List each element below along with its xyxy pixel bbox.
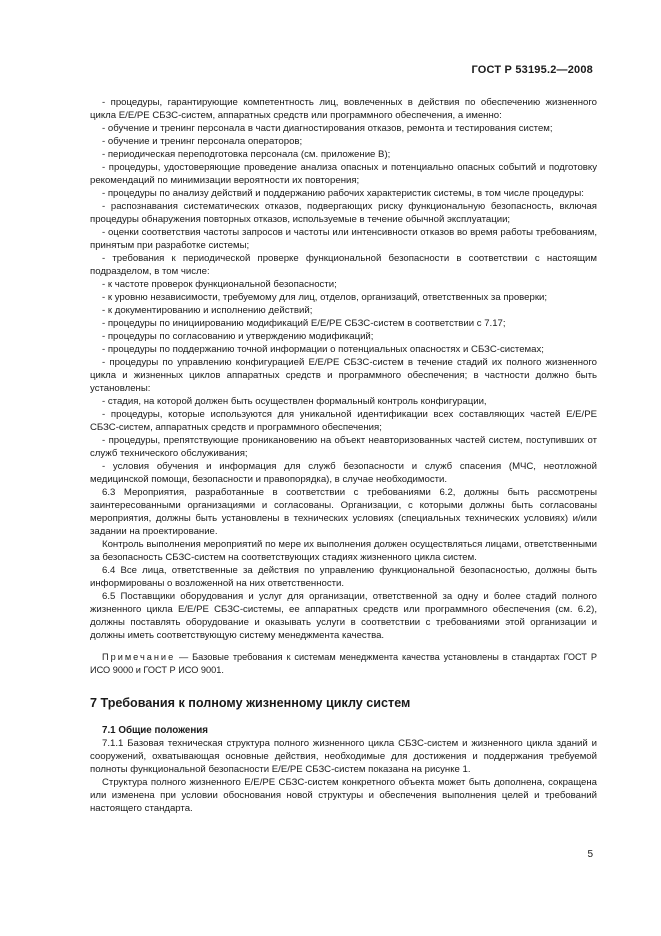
paragraph: - процедуры, гарантирующие компетентность лиц, вовлеченных в действия по обеспечению жизненного цикла Е/Е/РЕ СБЗС-систем, аппаратных средств или программного обеспечения, а именно: — [90, 97, 597, 121]
paragraph: 6.4 Все лица, ответственные за действия по управлению функциональной безопасностью, должны быть информированы о возложенной на них ответственности. — [90, 565, 597, 589]
paragraph: - к частоте проверок функциональной безопасности; — [102, 279, 337, 290]
paragraph: - процедуры по согласованию и утверждению модификаций; — [102, 331, 374, 342]
paragraph: - к документированию и исполнению действий; — [102, 305, 313, 316]
paragraph: - процедуры по управлению конфигурацией Е/Е/РЕ СБЗС-систем в течение стадий их полного жизненного цикла и жизненных циклов аппаратных средств и программного обеспечения; в частности должно быть установлены: — [90, 357, 597, 394]
note-label: Примечание — [102, 652, 176, 662]
paragraph: - процедуры, препятствующие проникановению на объект неавторизованных частей систем, поступивших от служб технического обслуживания; — [90, 435, 597, 459]
note — [90, 651, 597, 677]
paragraph: - процедуры по анализу действий и поддержанию рабочих характеристик системы, в том числе процедуры: — [102, 188, 584, 199]
paragraph: 7.1.1 Базовая техническая структура полного жизненного цикла СБЗС-систем и жизненного цикла зданий и сооружений, охватывающая основные действия, необходимые для достижения и поддержания требуемой полноты функциональной безопасности Е/Е/РЕ СБЗС-систем показана на рисунке 1. — [90, 738, 597, 775]
paragraph: - процедуры, которые используются для уникальной идентификации всех составляющих частей Е/Е/РЕ СБЗС-систем, аппаратных средств и программного обеспечения; — [90, 409, 597, 433]
paragraph: - процедуры по инициированию модификаций Е/Е/РЕ СБЗС-систем в соответствии с 7.17; — [102, 318, 506, 329]
paragraph: 6.3 Мероприятия, разработанные в соответствии с требованиями 6.2, должны быть рассмотрены заинтересованными организациями и согласованы. Организации, с которыми должны быть согласованы мероприятия, должны быть установлены в технических условиях (специальных технических условиях) и/или задании на проектирование. — [90, 487, 597, 537]
paragraph: - требования к периодической проверке функциональной безопасности в соответствии с настоящим подразделом, в том числе: — [90, 253, 597, 277]
section-heading: 7 Требования к полному жизненному циклу систем — [90, 696, 411, 710]
paragraph: - процедуры, удостоверяющие проведение анализа опасных и потенциально опасных событий и подготовку рекомендаций по минимизации вероятности их повторения; — [90, 162, 597, 186]
paragraph: Контроль выполнения мероприятий по мере их выполнения должен осуществляться лицами, ответственными за безопасность СБЗС-систем на соответствующих стадиях жизненного цикла систем. — [90, 539, 597, 563]
paragraph: - обучение и тренинг персонала операторов; — [102, 136, 303, 147]
paragraph: - периодическая переподготовка персонала (см. приложение В); — [102, 149, 391, 160]
note-text: — Базовые требования к системам менеджмента качества установлены в стандартах ГОСТ Р ИСО 9000 и ГОСТ Р ИСО 9001. — [90, 652, 597, 675]
page-body — [90, 96, 597, 815]
paragraph: - оценки соответствия частоты запросов и частоты или интенсивности отказов во время работы требованиям, принятым при разработке системы; — [90, 227, 597, 251]
paragraph: - процедуры по поддержанию точной информации о потенциальных опасностях и СБЗС-системах; — [102, 344, 544, 355]
paragraph: - условия обучения и информация для служб безопасности и служб спасения (МЧС, неотложной медицинской помощи, безопасности и правопорядка), в случае необходимости. — [90, 461, 597, 485]
paragraph: - распознавания систематических отказов, подвергающих риску функциональную безопасность, включая процедуры обнаружения повторных отказов, используемые в течение обычной эксплуатации; — [90, 201, 597, 225]
paragraph: - стадия, на которой должен быть осуществлен формальный контроль конфигурации, — [102, 396, 487, 407]
paragraph: 6.5 Поставщики оборудования и услуг для организации, ответственной за одну и более стадий полного жизненного цикла Е/Е/РЕ СБЗС-системы, ее аппаратных средств или программного обеспечения (см. 6.2), должны поставлять оборудование и оказывать услуги в соответствии с требованиями этой организации и должны иметь соответствующую систему менеджмента качества. — [90, 591, 597, 641]
paragraph: Структура полного жизненного Е/Е/РЕ СБЗС-систем конкретного объекта может быть дополнена, сокращена или изменена при условии обоснования новой структуры и обеспечения выполнения целей и требований настоящего стандарта. — [90, 777, 597, 814]
subsection-heading: 7.1 Общие положения — [102, 725, 209, 736]
paragraph: - обучение и тренинг персонала в части диагностирования отказов, ремонта и тестирования систем; — [102, 123, 553, 134]
paragraph: - к уровню независимости, требуемому для лиц, отделов, организаций, ответственных за проверки; — [102, 292, 548, 303]
document-code: ГОСТ Р 53195.2—2008 — [471, 64, 593, 76]
page-number: 5 — [587, 849, 593, 860]
